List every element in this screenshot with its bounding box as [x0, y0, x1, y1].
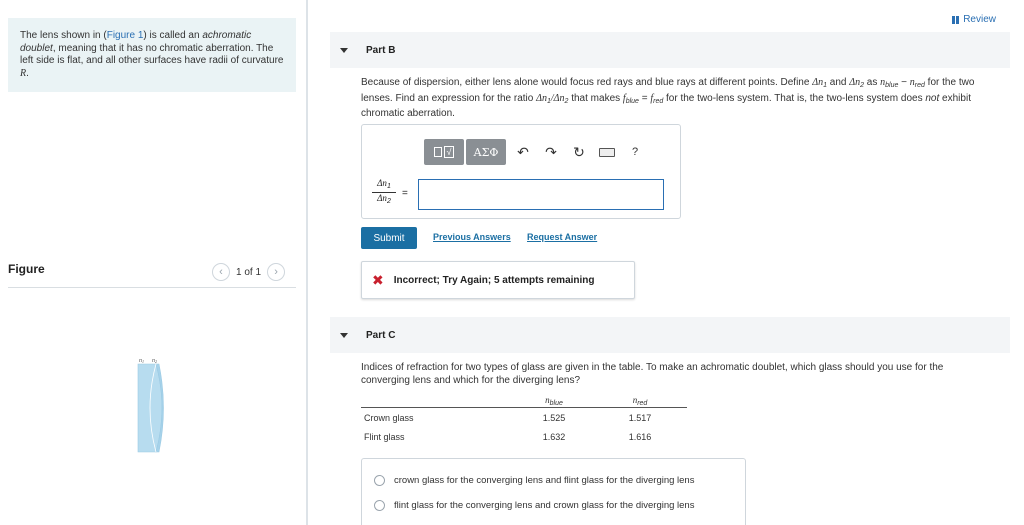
- previous-answers-link[interactable]: Previous Answers: [433, 232, 511, 242]
- radius-symbol: R: [20, 67, 27, 79]
- review-icon: [952, 16, 959, 24]
- math-toolbar: [424, 139, 646, 165]
- caret-down-icon: [340, 48, 348, 53]
- column-header-n-blue: $n_{blue}$: [545, 395, 563, 407]
- panel-divider: [306, 0, 308, 525]
- part-b-question: Because of dispersion, either lens alone would focus red rays and blue rays at different points. Define $\Delta n_1$ and $\Delta n_2$ as $n_{blue} - n_{red}$ for the two lenses. Find an expression for the ratio $\Delta n_1/\Delta n_2$ that makes $f_{blue} = f_{red}$ for the two-lens system. That is, the two-lens system does not exhibit chromatic aberration.: [361, 77, 975, 119]
- n2-label: n2: [152, 358, 157, 364]
- request-answer-link[interactable]: Request Answer: [527, 232, 598, 242]
- figure-link[interactable]: Figure 1: [106, 30, 144, 41]
- intro-term: achromatic doublet: [20, 30, 252, 54]
- chevron-left-icon[interactable]: ‹: [212, 263, 230, 281]
- answer-options: [361, 458, 746, 525]
- table-row: Flint glass 1.632 1.616: [364, 431, 652, 442]
- redo-icon[interactable]: ↷: [545, 143, 557, 160]
- answer-box: [361, 124, 681, 219]
- radio-button[interactable]: [374, 500, 385, 511]
- sqrt-icon: √: [444, 146, 455, 158]
- lens-figure: [128, 350, 178, 460]
- keyboard-icon[interactable]: [596, 141, 618, 163]
- option-crown-converging[interactable]: crown glass for the converging lens and flint glass for the diverging lens: [374, 475, 694, 486]
- answer-input[interactable]: [418, 179, 664, 210]
- help-icon[interactable]: ?: [631, 146, 639, 158]
- column-header-n-red: $n_{red}$: [632, 395, 648, 407]
- figure-divider: [8, 287, 296, 288]
- part-c-title: Part C: [366, 329, 396, 341]
- part-b-header[interactable]: [330, 32, 1010, 68]
- intro-text: .: [26, 67, 29, 79]
- reset-icon[interactable]: ↻: [573, 143, 585, 160]
- table-row: Crown glass 1.525 1.517: [364, 412, 652, 423]
- refraction-index-table: [361, 392, 687, 446]
- part-b-title: Part B: [366, 44, 396, 56]
- caret-down-icon: [340, 333, 348, 338]
- doublet-lens-diagram: [128, 350, 178, 460]
- review-link[interactable]: [952, 14, 996, 25]
- part-c-header[interactable]: [330, 317, 1010, 353]
- figure-page-indicator: 1 of 1: [236, 266, 262, 278]
- intro-text: The lens shown in (: [20, 30, 107, 41]
- intro-text: , meaning that it has no chromatic aberration. The left side is flat, and all other surfaces have radii of curvature: [20, 42, 284, 66]
- table-header-row: [361, 392, 687, 408]
- figure-heading: Figure: [8, 262, 45, 276]
- undo-icon[interactable]: ↶: [517, 143, 529, 160]
- greek-symbols-button[interactable]: ΑΣΦ: [466, 139, 506, 165]
- feedback-text: Incorrect; Try Again; 5 attempts remaining: [393, 274, 595, 286]
- ratio-label: $\Delta n_1$ $\Delta n_2$: [372, 178, 396, 207]
- template-square-icon: [434, 147, 442, 157]
- templates-button[interactable]: [424, 139, 464, 165]
- n1-label: n1: [139, 358, 144, 364]
- feedback-message: [361, 261, 635, 299]
- chevron-right-icon[interactable]: ›: [267, 263, 285, 281]
- intro-text: ) is called an: [143, 30, 203, 41]
- incorrect-icon: ✖: [372, 271, 384, 288]
- part-c-question: Indices of refraction for two types of glass are given in the table. To make an achromatic doublet, which glass should you use for the converging lens and which for the diverging lens?: [361, 362, 944, 386]
- figure-pager: [212, 263, 285, 281]
- equals-sign: =: [402, 188, 408, 199]
- option-flint-converging[interactable]: flint glass for the converging lens and crown glass for the diverging lens: [374, 500, 694, 511]
- left-panel: [0, 0, 306, 525]
- problem-intro: [8, 18, 296, 92]
- submit-button[interactable]: Submit: [361, 227, 417, 249]
- radio-button[interactable]: [374, 475, 385, 486]
- review-label: Review: [963, 14, 996, 25]
